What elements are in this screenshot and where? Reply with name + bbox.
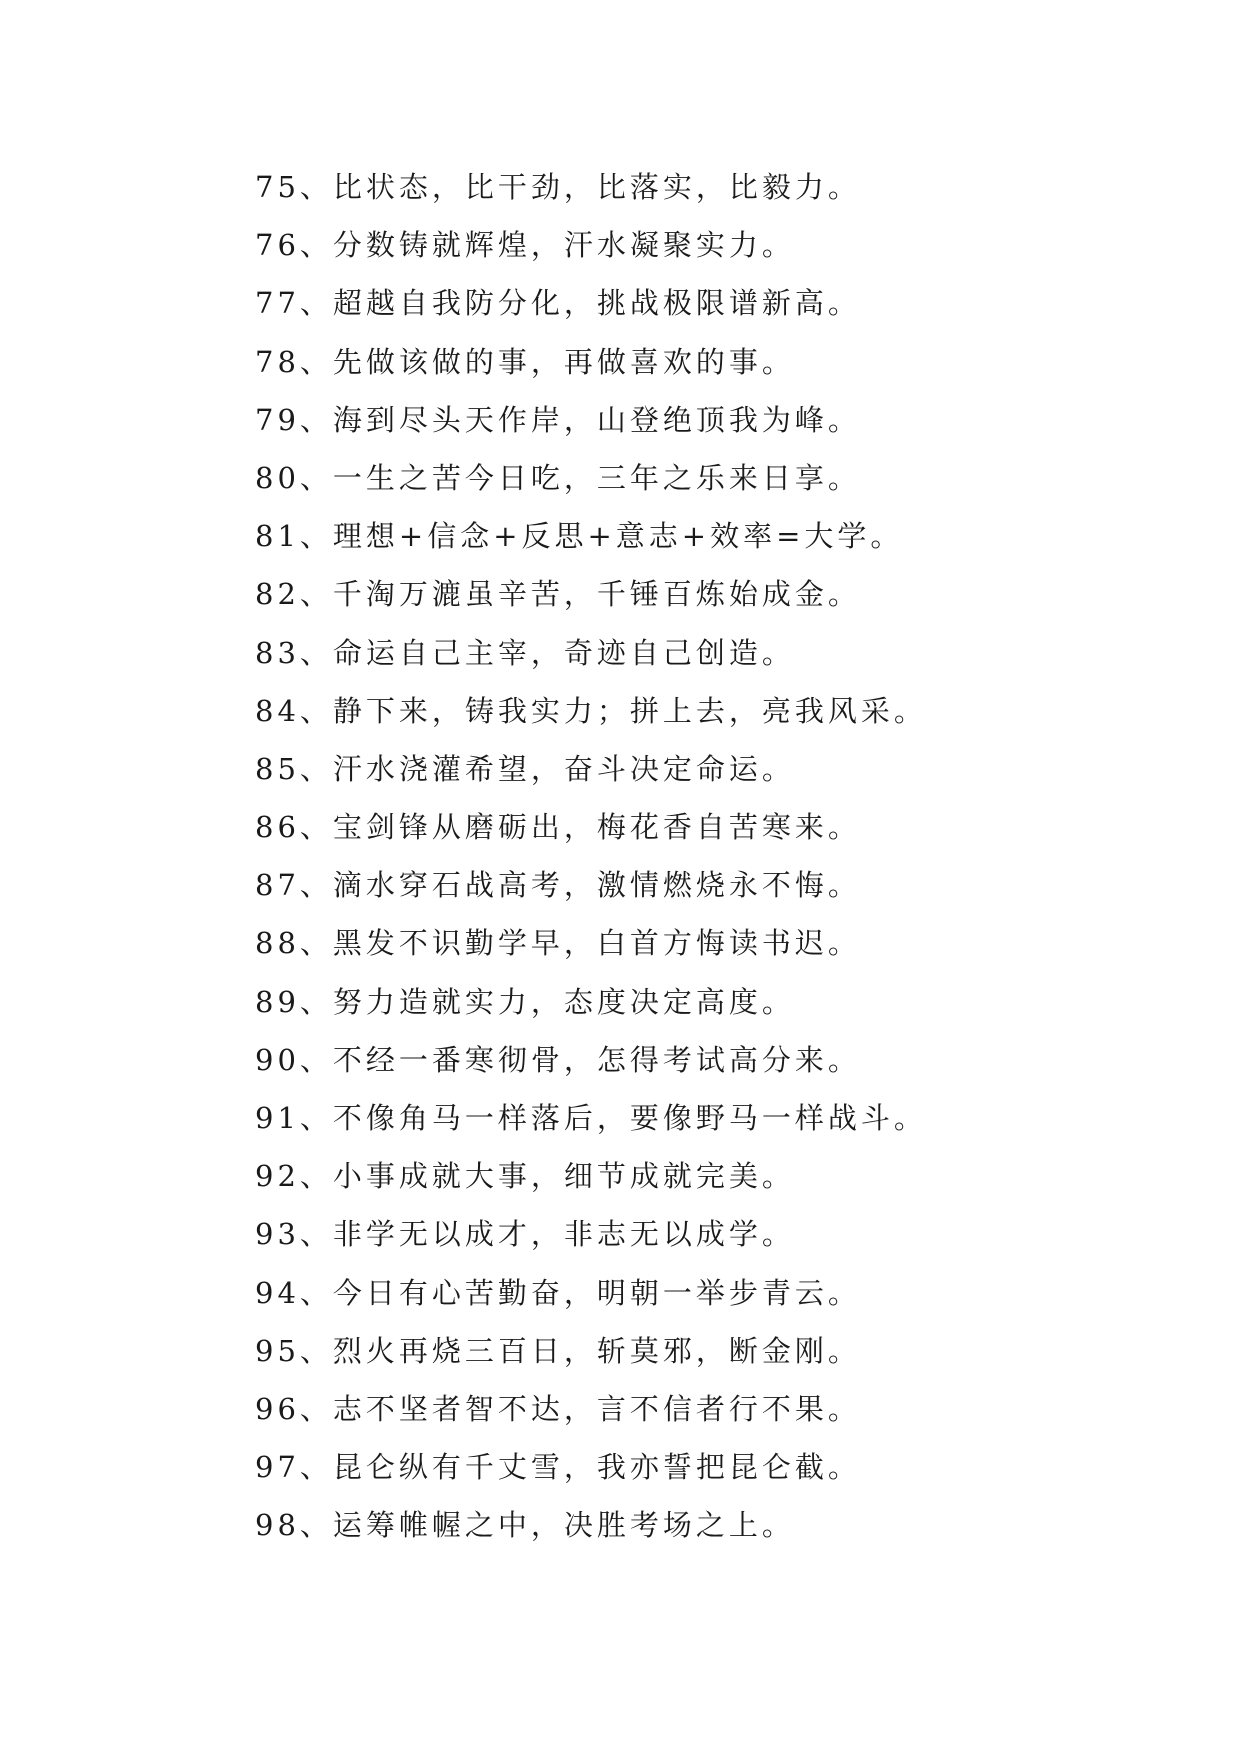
quote-line: 89、努力造就实力，态度决定高度。: [255, 984, 795, 1019]
quote-line: 85、汗水浇灌希望，奋斗决定命运。: [255, 751, 795, 786]
quote-line: 78、先做该做的事，再做喜欢的事。: [255, 344, 795, 379]
quote-list: [255, 158, 1215, 1555]
quote-line: 77、超越自我防分化，挑战极限谱新高。: [255, 286, 861, 321]
quote-line: 94、今日有心苦勤奋，明朝一举步青云。: [255, 1275, 861, 1310]
quote-line: 76、分数铸就辉煌，汗水凝聚实力。: [255, 228, 795, 263]
quote-line: 83、命运自己主宰，奇迹自己创造。: [255, 635, 795, 670]
quote-line: 82、千淘万漉虽辛苦，千锤百炼始成金。: [255, 577, 861, 612]
quote-line: 81、理想+信念+反思+意志+效率=大学。: [255, 519, 904, 554]
quote-line: 84、静下来，铸我实力；拼上去，亮我风采。: [255, 693, 927, 728]
quote-line: 87、滴水穿石战高考，激情燃烧永不悔。: [255, 868, 861, 903]
quote-line: 90、不经一番寒彻骨，怎得考试高分来。: [255, 1042, 861, 1077]
quote-line: 92、小事成就大事，细节成就完美。: [255, 1159, 795, 1194]
quote-line: 80、一生之苦今日吃，三年之乐来日享。: [255, 460, 861, 495]
quote-line: 96、志不坚者智不达，言不信者行不果。: [255, 1391, 861, 1426]
quote-line: 93、非学无以成才，非志无以成学。: [255, 1217, 795, 1252]
quote-line: 88、黑发不识勤学早，白首方悔读书迟。: [255, 926, 861, 961]
quote-line: 79、海到尽头天作岸，山登绝顶我为峰。: [255, 402, 861, 437]
quote-line: 97、昆仑纵有千丈雪，我亦誓把昆仑截。: [255, 1450, 861, 1485]
quote-line: 91、不像角马一样落后，要像野马一样战斗。: [255, 1101, 927, 1135]
quote-line: 75、比状态，比干劲，比落实，比毅力。: [255, 170, 861, 204]
quote-line: 95、烈火再烧三百日，斩莫邪，断金刚。: [255, 1333, 861, 1368]
quote-line: 86、宝剑锋从磨砺出，梅花香自苦寒来。: [255, 810, 861, 845]
quote-line: 98、运筹帷幄之中，决胜考场之上。: [255, 1508, 795, 1543]
